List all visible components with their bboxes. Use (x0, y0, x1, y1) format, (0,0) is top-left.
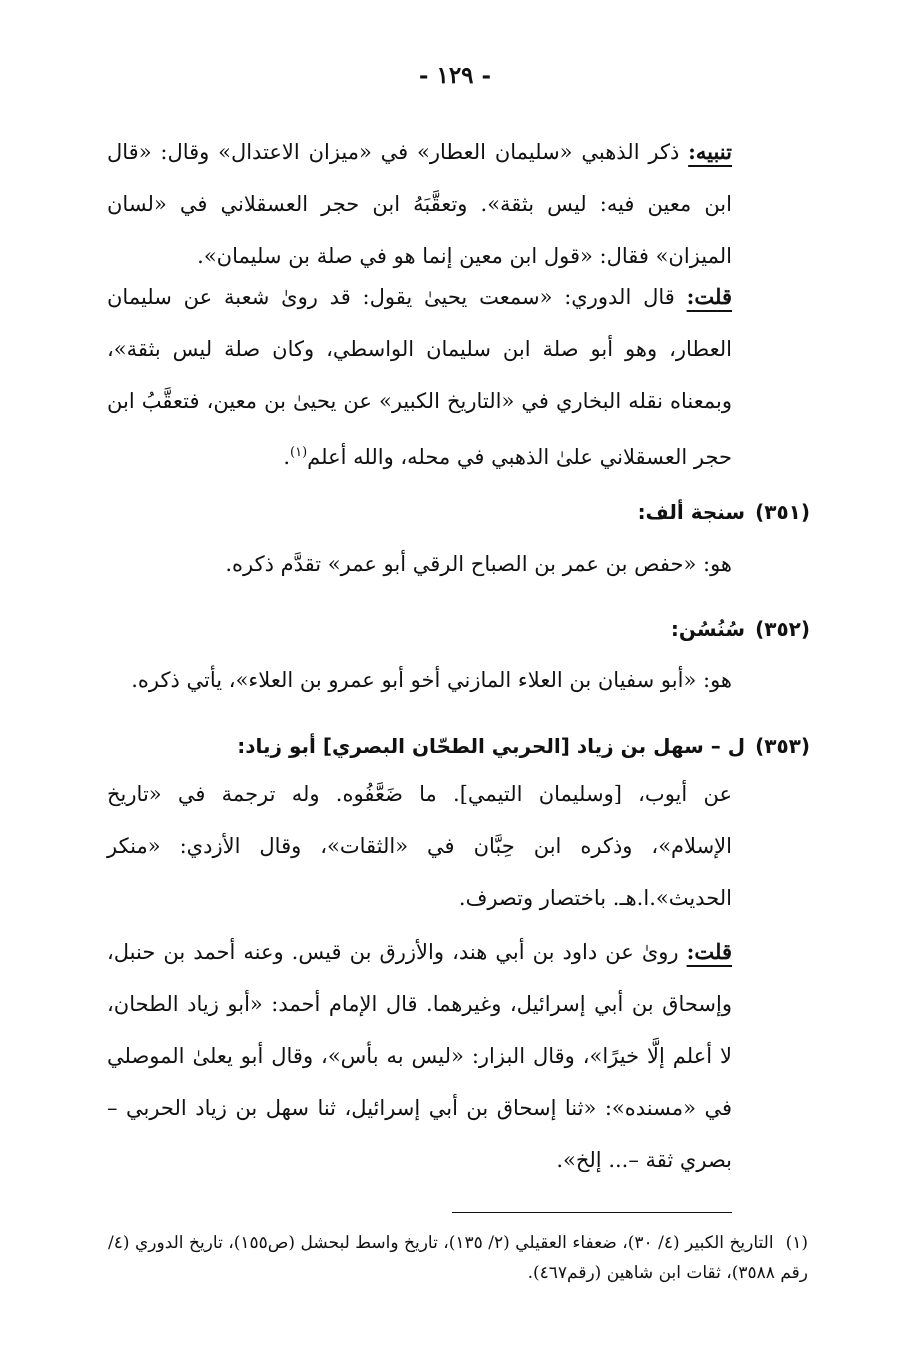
footnote (108, 1228, 808, 1288)
comment-keyword: قلت: (686, 284, 732, 309)
entry-body: هو: «حفص بن عمر بن الصباح الرقي أبو عمر» تقدَّم ذكره. (225, 552, 732, 576)
footnote-text: التاريخ الكبير (٤/ ٣٠)، ضعفاء العقيلي (٢/ ١٣٥)، تاريخ واسط لبحشل (ص١٥٥)، تاريخ الدوري (٤/ رقم ٣٥٨٨)، ثقات ابن شاهين (رقم٤٦٧). (108, 1233, 808, 1283)
entry-heading (110, 500, 810, 524)
entry-number: (٣٥١) (755, 500, 810, 524)
note-text: ذكر الذهبي «سليمان العطار» في «ميزان الاعتدال» وقال: «قال ابن معين فيه: ليس بثقة». وتعقَّبَهُ ابن حجر العسقلاني في «لسان الميزان» فقال: «قول ابن معين إنما هو في صلة بن سليمان». (107, 140, 732, 268)
footnote-reference: (١) (290, 445, 308, 460)
comment-text: قال الدوري: «سمعت يحيىٰ يقول: قد روىٰ شعبة عن سليمان العطار، وهو أبو صلة ابن سليمان الواسطي، وكان صلة ليس بثقة»، وبمعناه نقله البخاري في «التاريخ الكبير» عن يحيىٰ بن معين، فتعقَّبُ ابن حجر العسقلاني علىٰ الذهبي في محله، والله أعلم (107, 285, 732, 469)
footnote-divider (452, 1212, 732, 1213)
entry-heading (110, 617, 810, 641)
note-keyword: تنبيه: (688, 139, 732, 164)
entry-number: (٣٥٢) (755, 617, 810, 641)
comment-text: روىٰ عن داود بن أبي هند، والأزرق بن قيس. وعنه أحمد بن حنبل، وإسحاق بن أبي إسرائيل، وغيرهما. قال الإمام أحمد: «أبو زياد الطحان، لا أعلم إلَّا خيرًا»، وقال البزار: «ليس به بأس»، وقال أبو يعلىٰ الموصلي في «مسنده»: «ثنا إسحاق بن أبي إسرائيل، ثنا سهل بن زياد الحربي – بصري ثقة –... إلخ». (107, 940, 732, 1172)
entry-body: هو: «أبو سفيان بن العلاء المازني أخو أبو عمرو بن العلاء»، يأتي ذكره. (131, 668, 732, 692)
entry-title: ل – سهل بن زياد [الحربي الطحّان البصري] أبو زياد: (237, 734, 746, 758)
note-paragraph (107, 126, 732, 282)
entry-title: سنجة ألف: (637, 500, 746, 524)
entry-heading (110, 734, 810, 758)
entry-title: سُنُسُن: (670, 617, 746, 641)
footnote-marker: (١) (785, 1233, 809, 1253)
comment-tail: . (283, 445, 291, 469)
entry-body: عن أيوب، [وسليمان التيمي]. ما ضَعَّفُوه. وله ترجمة في «تاريخ الإسلام»، وذكره ابن حِبَّان في «الثقات»، وقال الأزدي: «منكر الحديث».ا.هـ. باختصار وتصرف. (107, 782, 732, 910)
entry-number: (٣٥٣) (755, 734, 810, 758)
page-number: - ١٢٩ - (418, 62, 492, 89)
comment-paragraph (107, 926, 732, 1186)
comment-keyword: قلت: (686, 939, 732, 964)
comment-paragraph (107, 271, 732, 483)
